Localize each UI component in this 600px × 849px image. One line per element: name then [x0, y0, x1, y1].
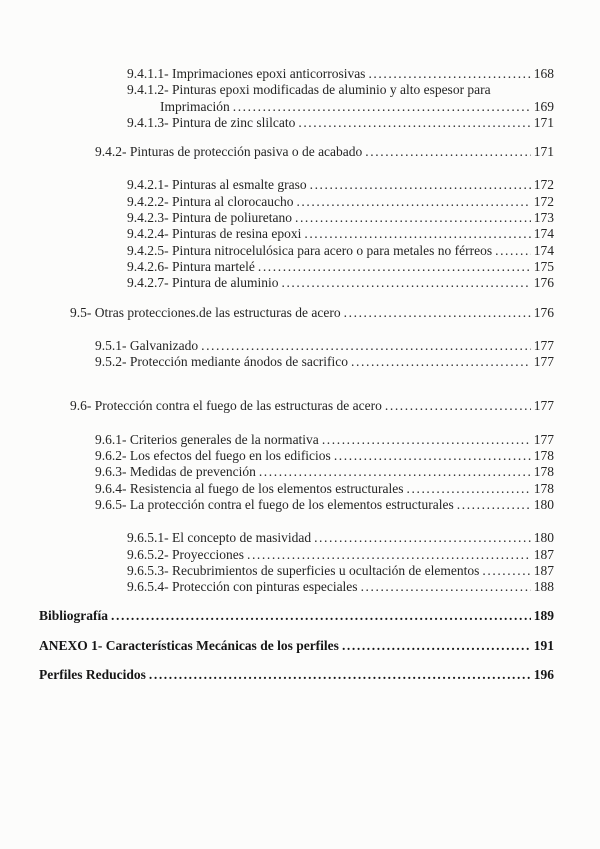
toc-entry: [39, 667, 554, 683]
toc-entry: [39, 194, 554, 210]
toc-page-number: 178: [533, 480, 554, 496]
toc-entry: [39, 66, 554, 82]
toc-entry-label: 9.4.1.2- Pinturas epoxi modificadas de aluminio y alto espesor para: [127, 82, 491, 98]
toc-entry-label: 9.6.5.2- Proyecciones: [127, 546, 244, 562]
toc-page-number: 174: [533, 242, 554, 258]
toc-entry: [39, 99, 554, 115]
toc-dot-leader: [457, 497, 531, 513]
toc-entry: [39, 579, 554, 595]
toc-page-number: 168: [533, 66, 554, 81]
toc-entry-label: Imprimación: [160, 98, 230, 114]
toc-entry-label: 9.4.2.3- Pintura de poliuretano: [127, 210, 292, 226]
toc-entry-label: 9.6- Protección contra el fuego de las estructuras de acero: [70, 398, 382, 414]
toc-page-number: 189: [533, 608, 554, 624]
toc-entry-label: ANEXO 1- Características Mecánicas de los perfiles: [39, 637, 339, 653]
toc-page-number: 174: [533, 226, 554, 242]
toc-entry: [39, 497, 554, 513]
toc-entry-label: 9.6.5- La protección contra el fuego de los elementos estructurales: [95, 496, 454, 512]
toc-dot-leader: [495, 243, 531, 259]
toc-entry-label: 9.5.1- Galvanizado: [95, 337, 199, 353]
toc-dot-leader: [298, 115, 530, 131]
toc-entry-label: 9.6.2- Los efectos del fuego en los edificios: [95, 448, 331, 464]
toc-entry: [39, 226, 554, 242]
toc-entry-label: 9.6.4- Resistencia al fuego de los elementos estructurales: [95, 480, 404, 496]
toc-entry: [39, 210, 554, 226]
toc-page-number: 178: [533, 464, 554, 480]
toc-dot-leader: [344, 305, 531, 321]
toc-page-number: 175: [533, 258, 554, 274]
toc-entry-label: 9.5- Otras protecciones.de las estructuras de acero: [70, 304, 341, 320]
toc-entry-label: 9.4.2.7- Pintura de aluminio: [127, 275, 279, 291]
toc-entry-label: 9.5.2- Protección mediante ánodos de sacrifico: [95, 354, 349, 370]
toc-dot-leader: [334, 448, 531, 464]
toc-page-number: 187: [533, 562, 554, 578]
toc-entry: [39, 563, 554, 579]
toc-entry: [39, 448, 554, 464]
toc-page-number: 187: [533, 546, 554, 562]
toc-entry: [39, 275, 554, 291]
toc-entry-label: 9.6.3- Medidas de prevención: [95, 464, 256, 480]
toc-page-number: 196: [533, 667, 554, 683]
toc-entry-label: 9.4.2- Pinturas de protección pasiva o de acabado: [95, 144, 363, 160]
toc-entry-label: Perfiles Reducidos: [39, 667, 146, 683]
toc-entry-label: 9.6.1- Criterios generales de la normativa: [95, 431, 319, 447]
toc-page-number: 177: [533, 398, 554, 414]
toc-entry: [39, 115, 554, 131]
toc-page-number: 171: [533, 114, 554, 130]
toc-dot-leader: [296, 194, 530, 210]
toc-dot-leader: [233, 99, 531, 115]
toc-page-number: 188: [533, 579, 554, 595]
toc-entry-label: 9.4.2.1- Pinturas al esmalte graso: [127, 177, 307, 193]
toc-entry-label: 9.4.2.5- Pintura nitrocelulósica para acero o para metales no férreos: [127, 242, 493, 258]
toc-dot-leader: [351, 354, 531, 370]
toc-entry: [39, 259, 554, 275]
toc-entry: [39, 338, 554, 354]
toc-entry: [39, 82, 554, 98]
toc-entry: [39, 398, 554, 414]
toc-page-number: 191: [533, 637, 554, 653]
toc-entry: [39, 432, 554, 448]
toc-dot-leader: [247, 547, 531, 563]
toc-dot-leader: [111, 608, 531, 624]
toc-entry-label: Bibliografía: [39, 608, 109, 624]
toc-dot-leader: [201, 338, 531, 354]
toc-entry-label: 9.6.5.3- Recubrimientos de superficies u ocultación de elementos: [127, 562, 480, 578]
toc-entry: [39, 608, 554, 624]
toc-entry: [39, 305, 554, 321]
toc-dot-leader: [304, 226, 530, 242]
toc-entry-label: 9.4.2.6- Pintura martelé: [127, 258, 255, 274]
toc-page-number: 173: [533, 210, 554, 226]
toc-page-number: 180: [533, 530, 554, 546]
toc-dot-leader: [310, 177, 531, 193]
toc-entry: [39, 243, 554, 259]
toc-dot-leader: [342, 638, 531, 654]
toc-page-number: 176: [533, 304, 554, 320]
toc-dot-leader: [385, 398, 531, 414]
toc-entry-label: 9.4.2.2- Pintura al clorocaucho: [127, 193, 294, 209]
toc-entry: [39, 464, 554, 480]
toc-entry: [39, 354, 554, 370]
toc-entry: [39, 481, 554, 497]
toc-page-number: 177: [533, 431, 554, 447]
toc-dot-leader: [368, 66, 530, 82]
toc-entry-label: 9.4.1.1- Imprimaciones epoxi anticorrosivas: [127, 66, 366, 81]
toc-entry-label: 9.6.5.4- Protección con pinturas especiales: [127, 579, 358, 595]
toc-dot-leader: [314, 530, 531, 546]
toc-dot-leader: [365, 144, 530, 160]
toc-dot-leader: [258, 259, 531, 275]
toc-entry-label: 9.6.5.1- El concepto de masividad: [127, 530, 312, 546]
toc-entry: [39, 530, 554, 546]
toc-page-number: 177: [533, 354, 554, 370]
toc-dot-leader: [259, 464, 531, 480]
toc-page-number: 178: [533, 448, 554, 464]
toc-page-number: 172: [533, 193, 554, 209]
toc-entry: [39, 144, 554, 160]
toc-entry-label: 9.4.2.4- Pinturas de resina epoxi: [127, 226, 302, 242]
toc-entry-label: 9.4.1.3- Pintura de zinc slilcato: [127, 114, 296, 130]
toc-dot-leader: [407, 481, 531, 497]
toc-dot-leader: [482, 563, 530, 579]
toc-page-number: 169: [533, 98, 554, 114]
toc-page-number: 171: [533, 144, 554, 160]
toc-entry: [39, 547, 554, 563]
toc-entry: [39, 638, 554, 654]
toc-page-number: 176: [533, 275, 554, 291]
toc-dot-leader: [281, 275, 530, 291]
toc-dot-leader: [361, 579, 531, 595]
toc-entry: [39, 177, 554, 193]
toc-dot-leader: [295, 210, 531, 226]
toc-dot-leader: [322, 432, 531, 448]
toc-page-number: 172: [533, 177, 554, 193]
toc-page-number: 177: [533, 337, 554, 353]
toc-page-number: 180: [533, 496, 554, 512]
toc-dot-leader: [149, 667, 531, 683]
